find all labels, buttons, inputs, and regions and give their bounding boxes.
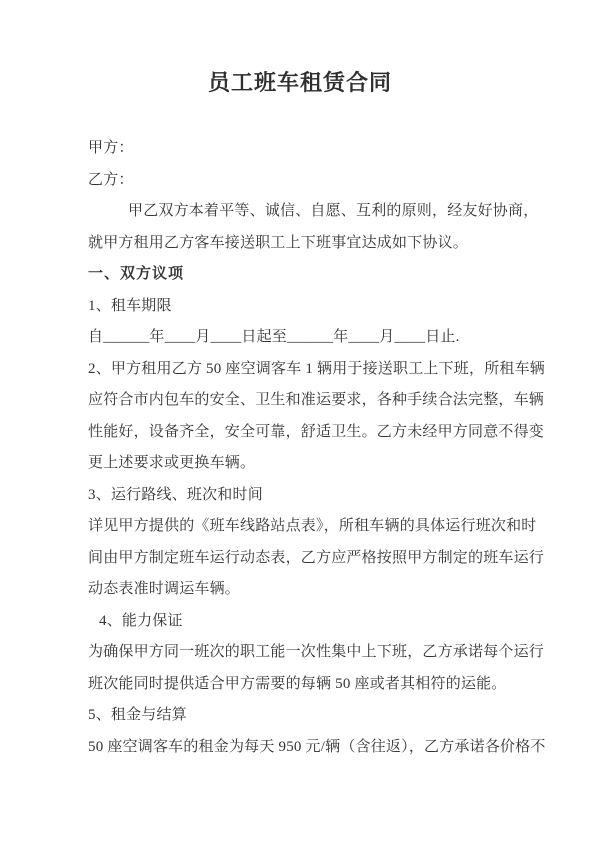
document-line: 间由甲方制定班车运行动态表，乙方应严格按照甲方制定的班车运行 [88, 549, 545, 566]
document-line: 甲方： [88, 140, 134, 156]
document-line: 5、租金与结算 [88, 707, 187, 723]
document-line: 自______年____月____日起至______年____月____日止. [88, 329, 460, 345]
document-line: 1、租车期限 [88, 297, 172, 314]
document-line: 更上述要求或更换车辆。 [88, 455, 256, 471]
document-line: 乙方： [88, 171, 134, 188]
document-line: 4、能力保证 [99, 612, 183, 629]
document-line: 性能好，设备齐全，安全可靠，舒适卫生。乙方未经甲方同意不得变 [88, 423, 545, 440]
document-line: 3、运行路线、班次和时间 [88, 486, 263, 503]
document-line: 应符合市内包车的安全、卫生和准运要求，各种手续合法完整，车辆 [88, 392, 545, 408]
document-line: 一、双方议项 [88, 266, 185, 282]
document-line: 班次能同时提供适合甲方需要的每辆 50 座或者其相符的运能。 [88, 675, 507, 692]
document-line: 50 座空调客车的租金为每天 950 元/辆（含往返），乙方承诺各价格不 [88, 738, 546, 755]
document-lines [88, 133, 546, 763]
document-line: 为确保甲方同一班次的职工能一次性集中上下班，乙方承诺每个运行 [88, 644, 545, 660]
document-line: 2、甲方租用乙方 50 座空调客车 1 辆用于接送职工上下班，所租车辆 [88, 360, 546, 377]
document-line: 甲乙双方本着平等、诚信、自愿、互利的原则，经友好协商， [128, 203, 539, 219]
document-line: 详见甲方提供的《班车线路站点表》，所租车辆的具体运行班次和时 [88, 518, 537, 534]
document-line: 就甲方租用乙方客车接送职工上下班事宜达成如下协议。 [88, 234, 469, 251]
document-line: 动态表准时调运车辆。 [88, 581, 241, 597]
document-title: 员工班车租赁合同 [207, 70, 392, 95]
